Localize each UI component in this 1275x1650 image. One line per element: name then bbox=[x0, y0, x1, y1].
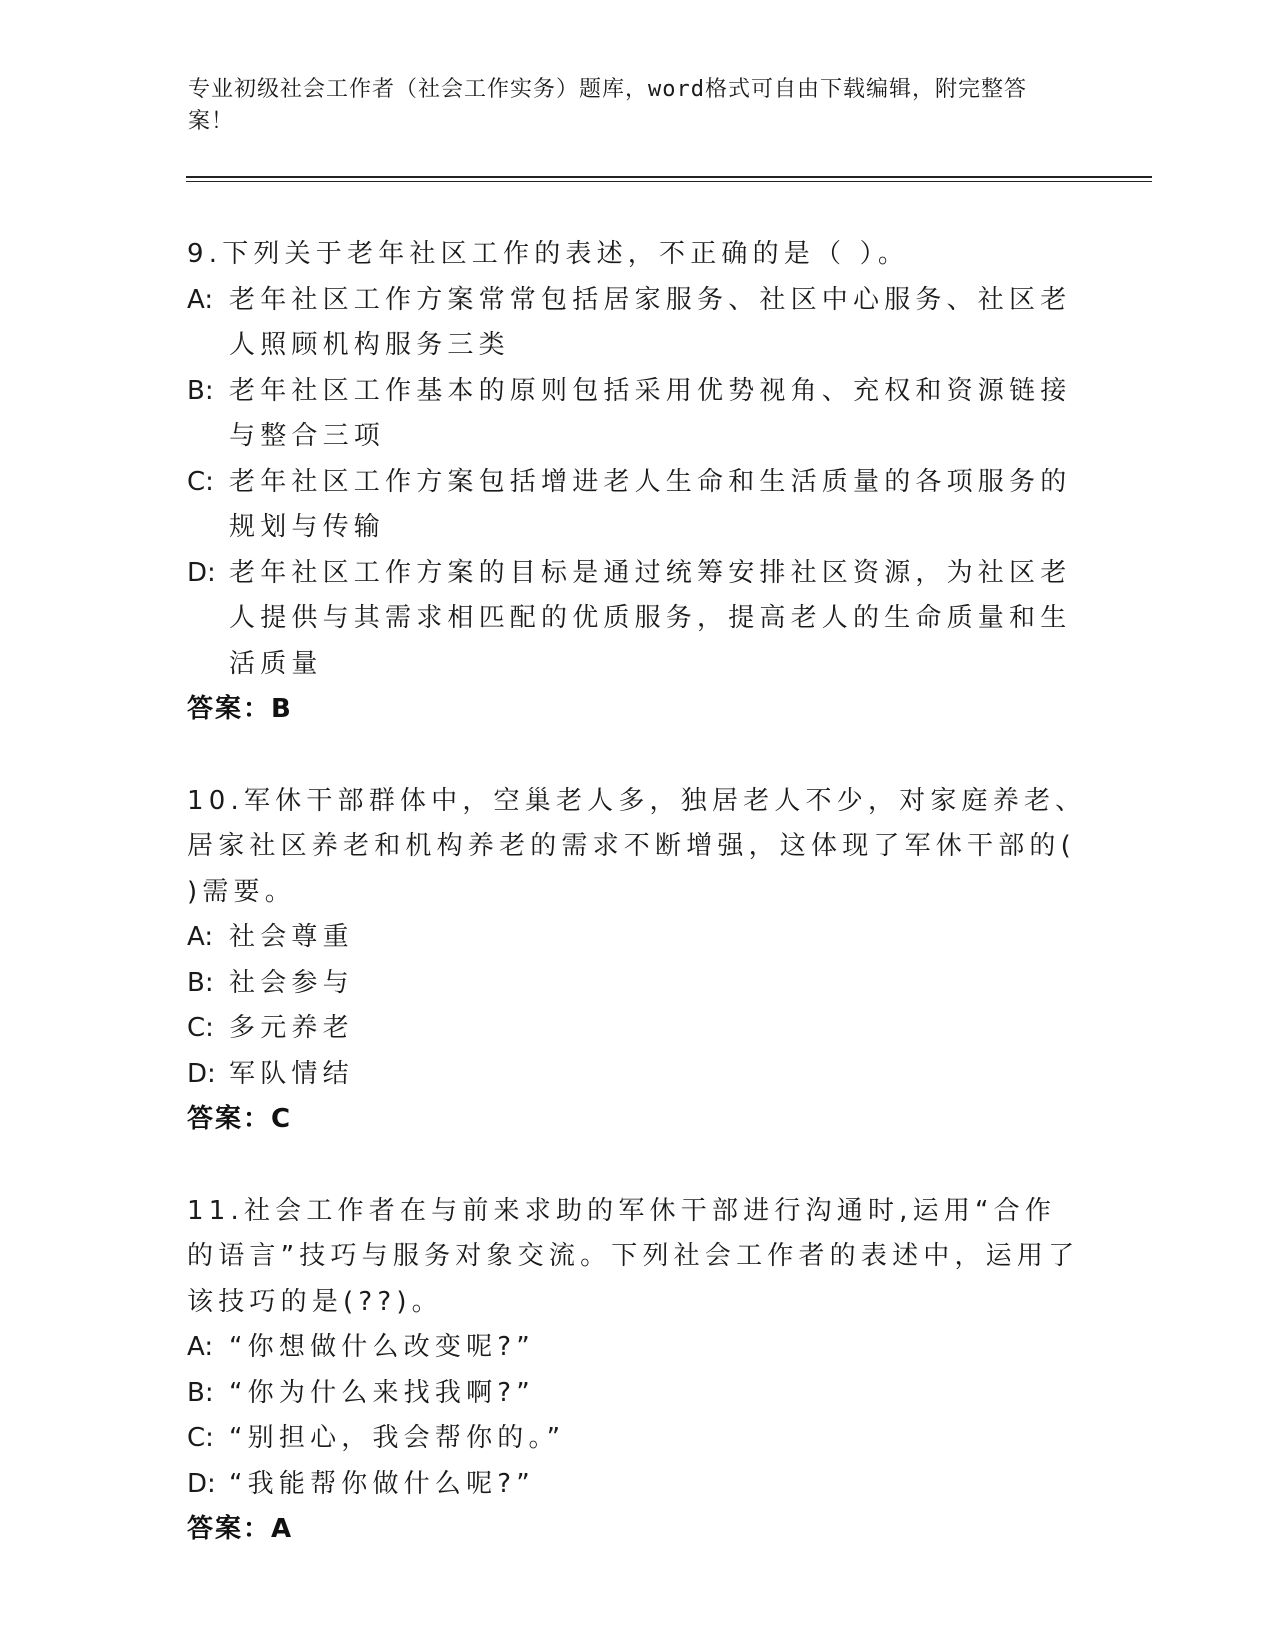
option-d bbox=[187, 1052, 1087, 1098]
option-c bbox=[187, 460, 1087, 551]
option-text: “我能帮你做什么呢?” bbox=[229, 1468, 535, 1499]
option-d bbox=[187, 1462, 1087, 1508]
question-stem: 11.社会工作者在与前来求助的军休干部进行沟通时,运用“合作的语言”技巧与服务对象交流。下列社会工作者的表述中，运用了该技巧的是(??)。 bbox=[187, 1195, 1080, 1317]
option-c bbox=[187, 1416, 1087, 1462]
option-text: 社会尊重 bbox=[229, 922, 354, 952]
answer-label: 答案：B bbox=[187, 694, 293, 724]
option-letter: D: bbox=[187, 1468, 216, 1499]
question-stem: 9.下列关于老年社区工作的表述，不正确的是（ ）。 bbox=[187, 239, 910, 269]
option-text: 老年社区工作基本的原则包括采用优势视角、充权和资源链接与整合三项 bbox=[229, 375, 1072, 451]
question-10 bbox=[187, 779, 1087, 1143]
header-divider-thick bbox=[186, 176, 1152, 178]
question-9 bbox=[187, 232, 1087, 733]
option-text: “你想做什么改变呢?” bbox=[229, 1332, 535, 1362]
option-text: “你为什么来找我啊?” bbox=[229, 1377, 535, 1408]
option-c bbox=[187, 1006, 1087, 1052]
option-d bbox=[187, 551, 1087, 688]
question-stem: 10.军休干部群体中，空巢老人多，独居老人不少，对家庭养老、居家社区养老和机构养老的需求不断增强，这体现了军休干部的( )需要。 bbox=[187, 785, 1087, 907]
question-list bbox=[187, 232, 1087, 1599]
document-header: 专业初级社会工作者（社会工作实务）题库，word格式可自由下载编辑，附完整答案！ bbox=[188, 77, 1027, 134]
option-text: 老年社区工作方案的目标是通过统筹安排社区资源，为社区老人提供与其需求相匹配的优质服务，提高老人的生命质量和生活质量 bbox=[229, 557, 1072, 679]
option-b bbox=[187, 1371, 1087, 1417]
option-a bbox=[187, 278, 1087, 369]
option-text: 军队情结 bbox=[229, 1058, 354, 1089]
option-b bbox=[187, 369, 1087, 460]
option-text: “别担心，我会帮你的。” bbox=[229, 1423, 566, 1453]
option-letter: D: bbox=[187, 1058, 216, 1089]
option-letter: B: bbox=[187, 1377, 214, 1408]
option-letter: C: bbox=[187, 1423, 214, 1453]
option-letter: B: bbox=[187, 967, 214, 998]
header-divider-thin bbox=[186, 181, 1152, 182]
option-text: 社会参与 bbox=[229, 967, 354, 998]
answer-label: 答案：C bbox=[187, 1104, 293, 1134]
option-letter: A: bbox=[187, 284, 214, 315]
option-letter: A: bbox=[187, 1332, 214, 1362]
option-a bbox=[187, 915, 1087, 961]
option-letter: B: bbox=[187, 375, 214, 406]
option-letter: A: bbox=[187, 922, 214, 952]
option-b bbox=[187, 961, 1087, 1007]
option-letter: C: bbox=[187, 466, 214, 497]
option-a bbox=[187, 1325, 1087, 1371]
option-text: 老年社区工作方案包括增进老人生命和生活质量的各项服务的规划与传输 bbox=[229, 466, 1072, 542]
option-text: 多元养老 bbox=[229, 1013, 354, 1043]
option-letter: C: bbox=[187, 1013, 214, 1043]
answer-label: 答案：A bbox=[187, 1514, 294, 1544]
option-text: 老年社区工作方案常常包括居家服务、社区中心服务、社区老人照顾机构服务三类 bbox=[229, 284, 1072, 360]
question-11 bbox=[187, 1189, 1087, 1553]
option-letter: D: bbox=[187, 557, 216, 588]
